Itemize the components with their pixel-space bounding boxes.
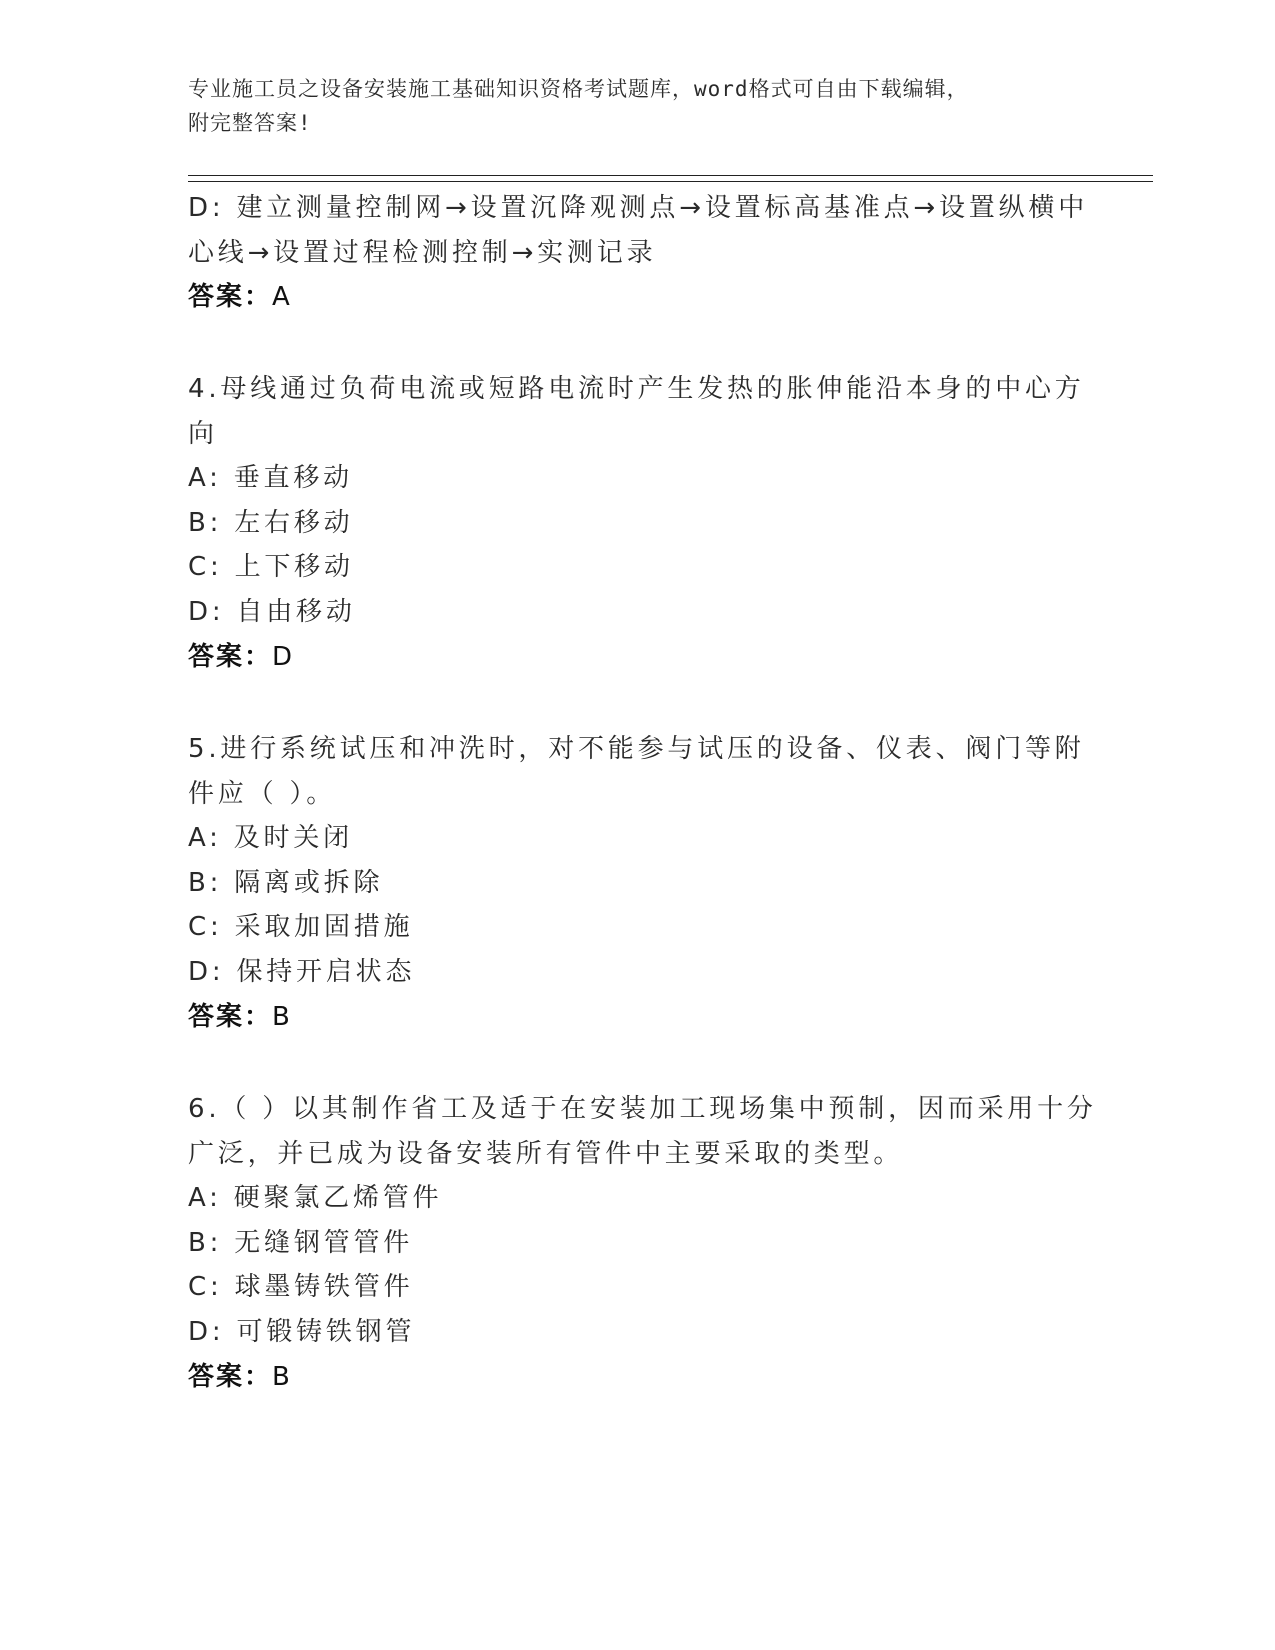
q4-stem-line-1: 4.母线通过负荷电流或短路电流时产生发热的胀伸能沿本身的中心方: [188, 374, 1085, 404]
q5-stem-line-1: 5.进行系统试压和冲洗时，对不能参与试压的设备、仪表、阀门等附: [188, 734, 1085, 764]
q5-stem-line-2: 件应（ ）。: [188, 779, 337, 809]
q4-answer: [188, 640, 294, 674]
q4-option-b: B: 左右移动: [188, 508, 354, 538]
answer-value: B: [272, 1362, 292, 1392]
q6-stem-line-1: 6.（ ）以其制作省工及适于在安装加工现场集中预制，因而采用十分: [188, 1094, 1097, 1124]
q4-option-c: C: 上下移动: [188, 552, 354, 582]
prev-answer: [188, 280, 292, 314]
answer-label: 答案：: [188, 1002, 273, 1032]
q5-option-c: C: 采取加固措施: [188, 912, 414, 942]
header-rule-bottom: [188, 181, 1153, 182]
header-rule-top: [188, 175, 1153, 176]
document-header: [188, 72, 1068, 140]
answer-label: 答案：: [188, 282, 273, 312]
prev-option-d-line-2: 心线→设置过程检测控制→实测记录: [188, 238, 657, 268]
q6-option-b: B: 无缝钢管管件: [188, 1228, 414, 1258]
answer-value: A: [272, 282, 292, 312]
q5-option-b: B: 隔离或拆除: [188, 868, 384, 898]
header-line-2: 附完整答案!: [188, 111, 312, 135]
q4-option-a: A: 垂直移动: [188, 463, 353, 493]
q5-option-a: A: 及时关闭: [188, 823, 353, 853]
prev-option-d-line-1: D: 建立测量控制网→设置沉降观测点→设置标高基准点→设置纵横中: [188, 193, 1089, 223]
q6-option-d: D: 可锻铸铁钢管: [188, 1317, 416, 1347]
answer-value: D: [272, 642, 295, 672]
answer-label: 答案：: [188, 1362, 273, 1392]
q6-stem-line-2: 广泛，并已成为设备安装所有管件中主要采取的类型。: [188, 1139, 904, 1169]
answer-label: 答案：: [188, 642, 273, 672]
q6-option-c: C: 球墨铸铁管件: [188, 1272, 414, 1302]
answer-value: B: [272, 1002, 292, 1032]
q6-answer: [188, 1360, 292, 1394]
header-line-1: 专业施工员之设备安装施工基础知识资格考试题库，word格式可自由下载编辑，: [188, 77, 969, 101]
q4-stem-line-2: 向: [188, 419, 218, 449]
q6-option-a: A: 硬聚氯乙烯管件: [188, 1183, 443, 1213]
q5-option-d: D: 保持开启状态: [188, 957, 416, 987]
q4-option-d: D: 自由移动: [188, 597, 356, 627]
q5-answer: [188, 1000, 292, 1034]
